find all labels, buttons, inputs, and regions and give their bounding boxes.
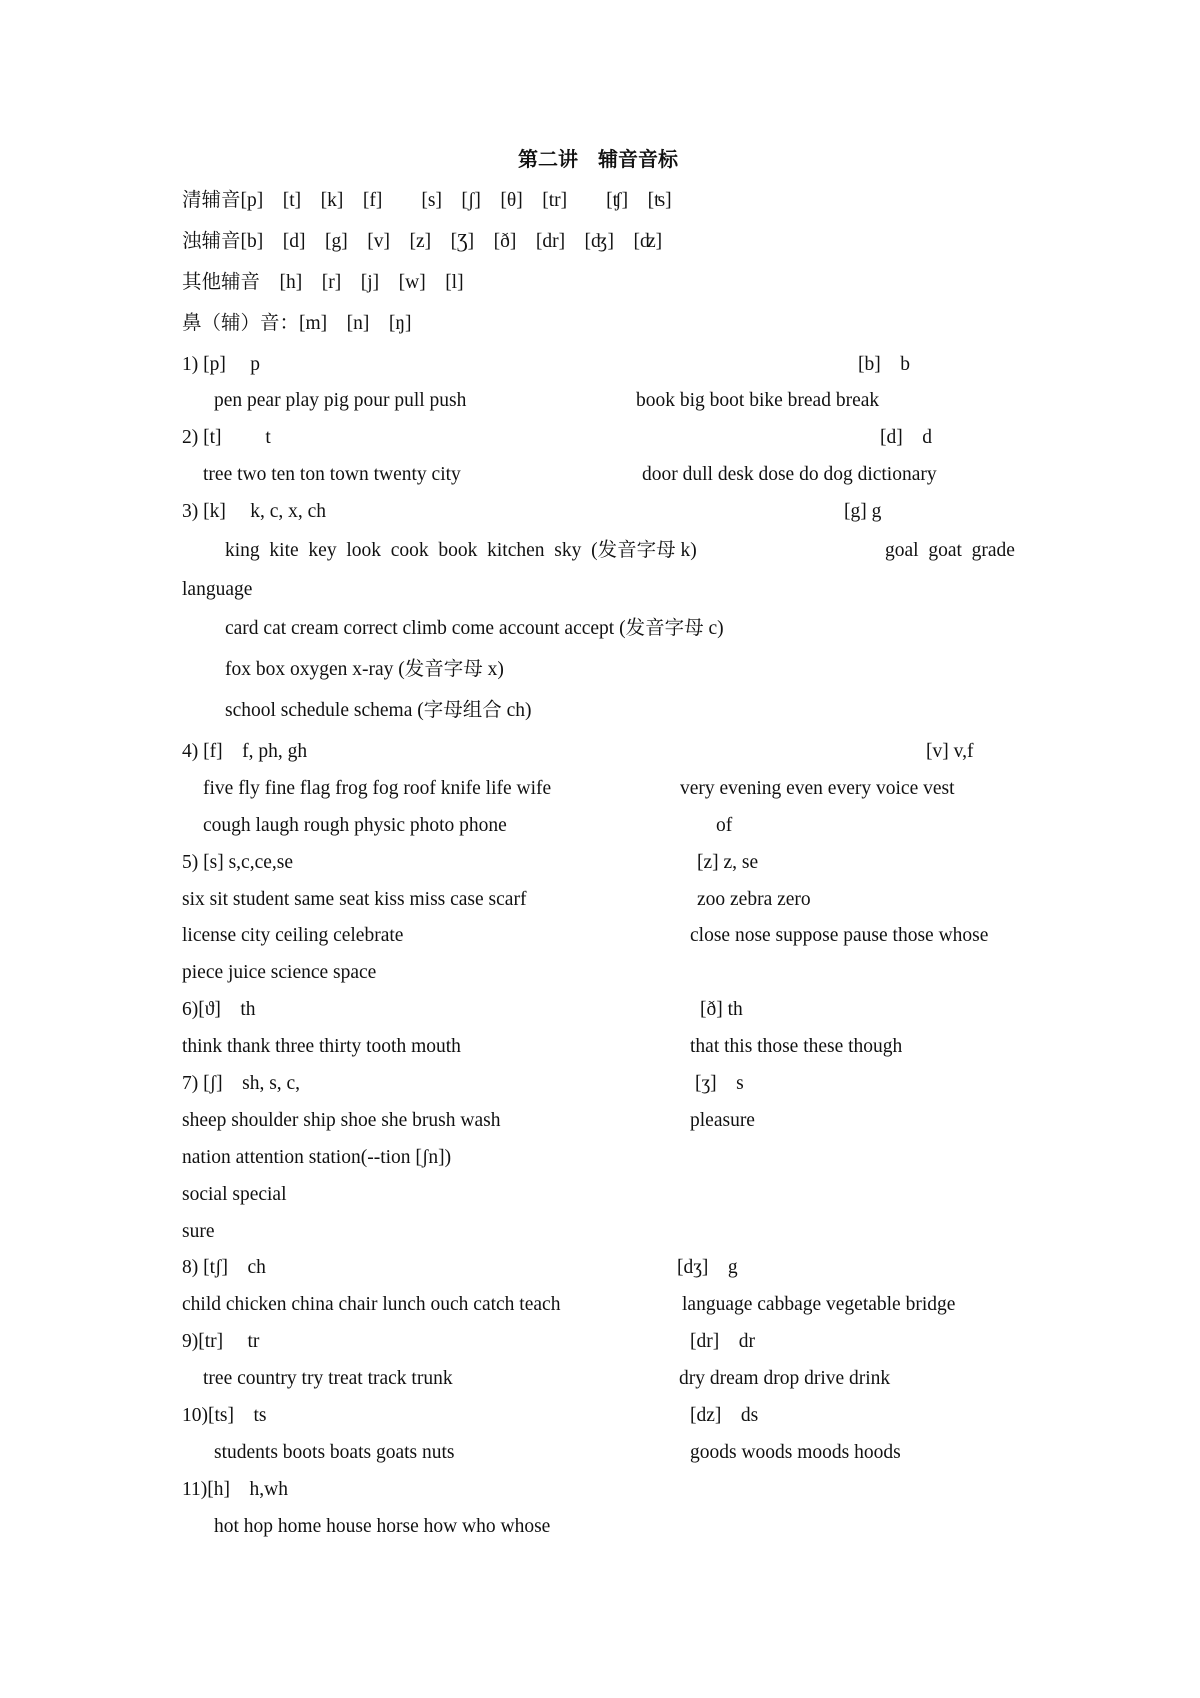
section-3-right-heading: [g] g (844, 501, 882, 522)
section-5-left-words-2: license city ceiling celebrate (182, 925, 404, 946)
section-7-left-heading: 7) [ʃ] sh, s, c, (182, 1073, 301, 1094)
page-title: 第二讲 辅音音标 (518, 149, 678, 171)
section-8-right-words: language cabbage vegetable bridge (682, 1294, 956, 1315)
section-11-left-heading: 11)[h] h,wh (182, 1479, 288, 1500)
section-11-left-words: hot hop home house horse how who whose (214, 1516, 551, 1537)
section-2-right-heading: [d] d (880, 427, 932, 448)
nasal-consonants-line: 鼻（辅）音：[m] [n] [ŋ] (182, 313, 412, 334)
voiced-consonants-line: 浊辅音[b] [d] [g] [v] [z] [Ʒ] [ð] [dr] [ʤ] [ʣ] (182, 231, 663, 252)
section-10-left-heading: 10)[ts] ts (182, 1405, 267, 1426)
section-4-left-words-1: five fly fine flag frog fog roof knife life wife (203, 778, 552, 799)
section-5-right-words-1: zoo zebra zero (697, 889, 811, 910)
section-5-left-words-3: piece juice science space (182, 962, 377, 983)
section-9-right-heading: [dr] dr (690, 1331, 755, 1352)
section-7-right-heading: [ʒ] s (695, 1073, 744, 1094)
section-5-right-words-2: close nose suppose pause those whose (690, 925, 989, 946)
section-6-right-words: that this those these though (690, 1036, 903, 1057)
section-4-right-heading: [v] v,f (926, 741, 974, 762)
section-3-c-words: card cat cream correct climb come account accept (发音字母 c) (225, 618, 724, 639)
section-8-right-heading: [dʒ] g (677, 1257, 738, 1278)
section-1-right-words: book big boot bike bread break (636, 390, 880, 411)
section-3-k-words: king kite key look cook book kitchen sky (发音字母 k) (225, 540, 697, 561)
section-9-left-heading: 9)[tr] tr (182, 1331, 260, 1352)
other-consonants-line: 其他辅音 [h] [r] [j] [w] [l] (182, 272, 464, 293)
section-4-right-words-2: of (716, 815, 733, 836)
section-5-left-words-1: six sit student same seat kiss miss case scarf (182, 889, 527, 910)
section-3-ch-words: school schedule schema (字母组合 ch) (225, 700, 532, 721)
section-10-right-words: goods woods moods hoods (690, 1442, 901, 1463)
section-1-left-heading: 1) [p] p (182, 354, 260, 375)
section-7-left-words-2: nation attention station(--tion [ʃn]) (182, 1147, 452, 1168)
section-2-left-words: tree two ten ton town twenty city (203, 464, 461, 485)
section-6-right-heading: [ð] th (700, 999, 743, 1020)
section-4-left-heading: 4) [f] f, ph, gh (182, 741, 308, 762)
section-3-wrapped-word: language (182, 579, 253, 600)
section-7-left-words-4: sure (182, 1221, 215, 1242)
section-3-right-words: goal goat grade (885, 540, 1015, 561)
section-9-right-words: dry dream drop drive drink (679, 1368, 891, 1389)
section-7-left-words-3: social special (182, 1184, 287, 1205)
voiceless-consonants-line: 清辅音[p] [t] [k] [f] [s] [ʃ] [θ] [tr] [ʧ] [ʦ] (182, 190, 672, 211)
section-1-left-words: pen pear play pig pour pull push (214, 390, 467, 411)
section-5-right-heading: [z] z, se (697, 852, 759, 873)
section-2-right-words: door dull desk dose do dog dictionary (642, 464, 937, 485)
section-5-left-heading: 5) [s] s,c,ce,se (182, 852, 293, 873)
section-4-left-words-2: cough laugh rough physic photo phone (203, 815, 507, 836)
section-6-left-heading: 6)[ϑ] th (182, 999, 256, 1020)
section-10-left-words: students boots boats goats nuts (214, 1442, 455, 1463)
section-2-left-heading: 2) [t] t (182, 427, 271, 448)
section-3-left-heading: 3) [k] k, c, x, ch (182, 501, 327, 522)
section-3-x-words: fox box oxygen x-ray (发音字母 x) (225, 659, 504, 680)
section-1-right-heading: [b] b (858, 354, 910, 375)
section-7-right-words-1: pleasure (690, 1110, 755, 1131)
section-8-left-words: child chicken china chair lunch ouch catch teach (182, 1294, 561, 1315)
section-9-left-words: tree country try treat track trunk (203, 1368, 453, 1389)
section-6-left-words: think thank three thirty tooth mouth (182, 1036, 461, 1057)
section-10-right-heading: [dz] ds (690, 1405, 759, 1426)
section-7-left-words-1: sheep shoulder ship shoe she brush wash (182, 1110, 501, 1131)
section-4-right-words-1: very evening even every voice vest (680, 778, 955, 799)
section-8-left-heading: 8) [tʃ] ch (182, 1257, 266, 1278)
